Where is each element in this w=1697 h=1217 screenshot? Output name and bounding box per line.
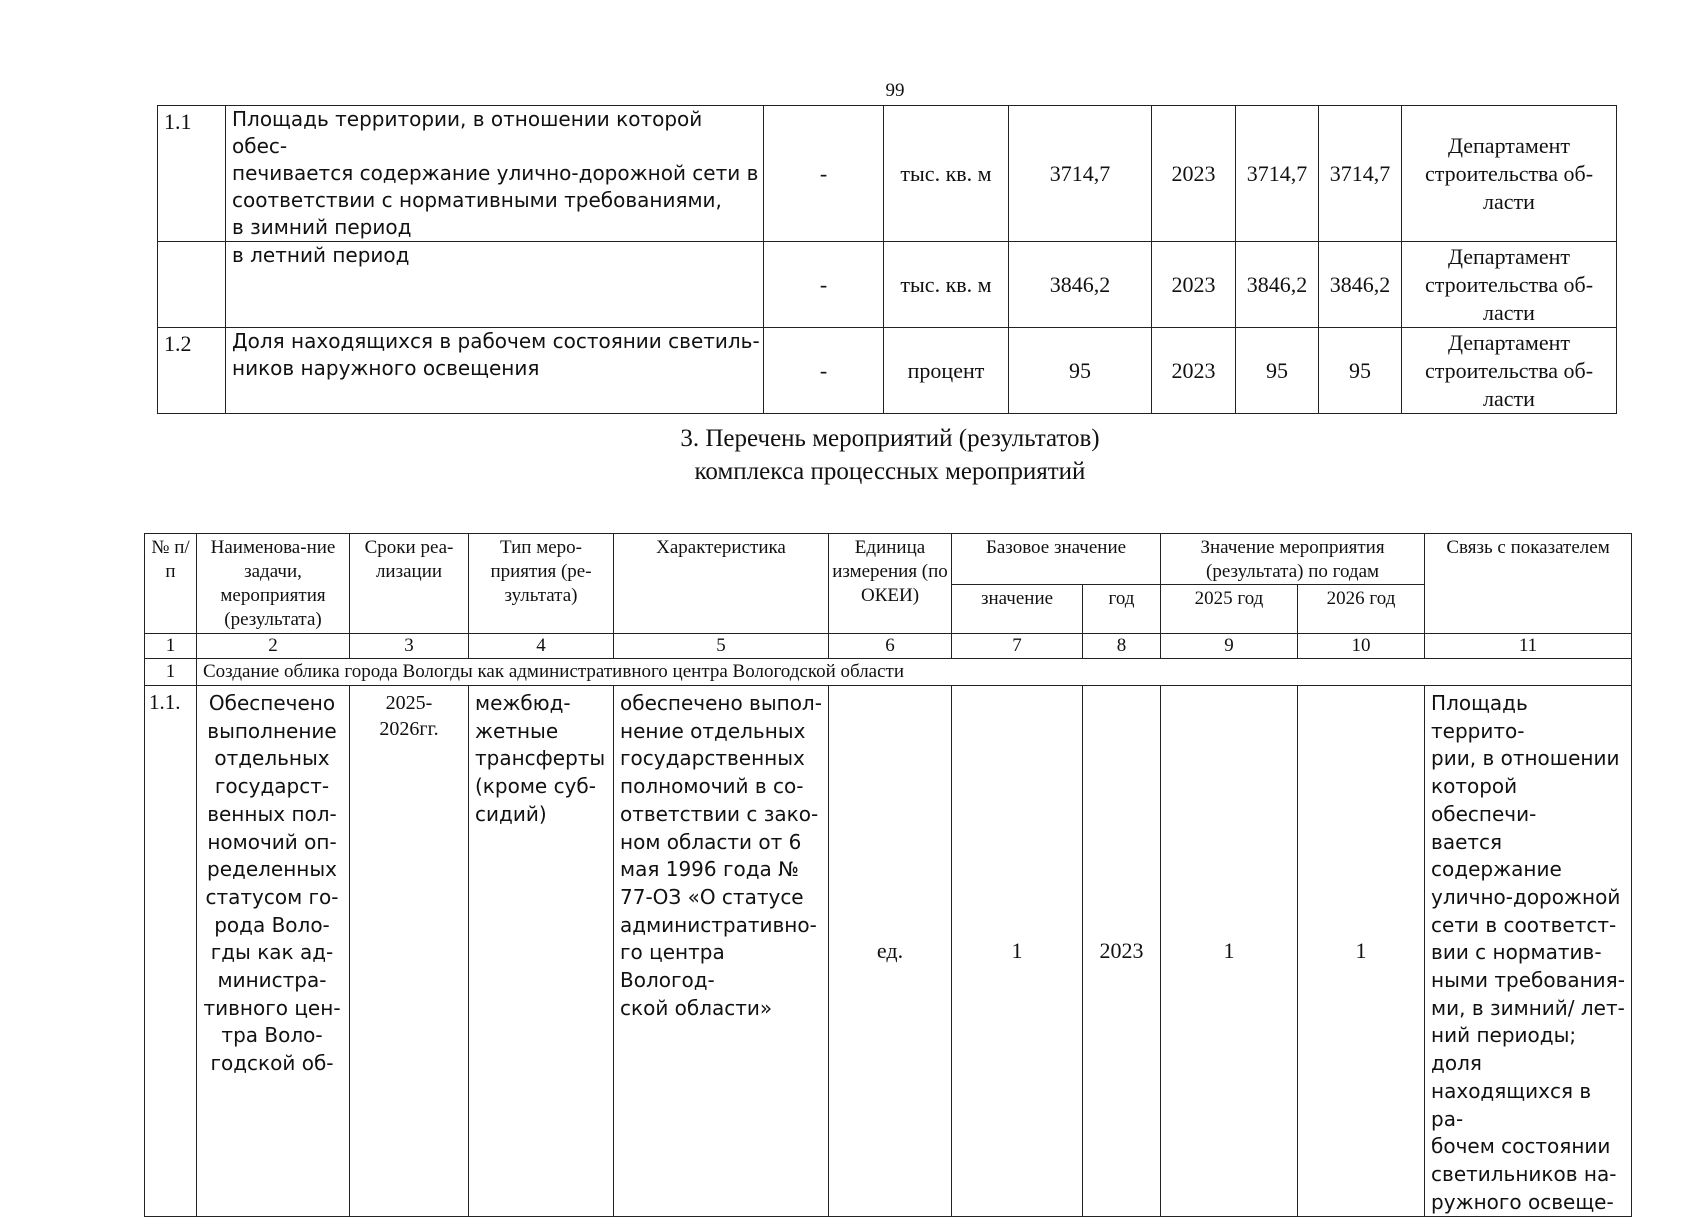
row-number: 1.2 bbox=[158, 328, 226, 414]
table-row bbox=[145, 686, 1632, 1217]
measure-value-2025: 1 bbox=[1161, 686, 1298, 1217]
heading-line-1: 3. Перечень мероприятий (результатов) bbox=[680, 425, 1100, 452]
header-name: Наименова-ние задачи, мероприятия (результата) bbox=[197, 534, 350, 634]
header-type: Тип меро-приятия (ре-зультата) bbox=[469, 534, 614, 634]
page-number: 99 bbox=[885, 80, 905, 101]
column-number: 6 bbox=[829, 634, 952, 659]
column-number: 3 bbox=[350, 634, 469, 659]
dash-cell: - bbox=[764, 328, 884, 414]
indicator-name: Площадь территории, в отношении которой обес- печивается содержание улично-дорожной сети в соответствии с нормативными требованиями, в зимний период bbox=[226, 106, 764, 242]
table-row bbox=[158, 242, 1617, 328]
column-number: 10 bbox=[1298, 634, 1425, 659]
measure-unit: ед. bbox=[829, 686, 952, 1217]
responsible-dept-cell: Департамент строительства об-ласти bbox=[1402, 328, 1617, 414]
header-base-value: значение bbox=[952, 585, 1083, 634]
value-2026-cell: 3714,7 bbox=[1319, 106, 1402, 242]
value-2025-cell: 3714,7 bbox=[1236, 106, 1319, 242]
row-number: 1.1 bbox=[158, 106, 226, 242]
dash-cell: - bbox=[764, 242, 884, 328]
base-year-cell: 2023 bbox=[1152, 242, 1236, 328]
base-value-cell: 3714,7 bbox=[1009, 106, 1152, 242]
measure-value-2026: 1 bbox=[1298, 686, 1425, 1217]
indicators-table bbox=[157, 105, 1617, 414]
section-heading bbox=[540, 422, 1240, 488]
header-2025: 2025 год bbox=[1161, 585, 1298, 634]
base-value-cell: 3846,2 bbox=[1009, 242, 1152, 328]
column-number: 2 bbox=[197, 634, 350, 659]
measure-base-value: 1 bbox=[952, 686, 1083, 1217]
column-number: 1 bbox=[145, 634, 197, 659]
column-number: 4 bbox=[469, 634, 614, 659]
value-2026-cell: 95 bbox=[1319, 328, 1402, 414]
column-number: 7 bbox=[952, 634, 1083, 659]
column-number: 9 bbox=[1161, 634, 1298, 659]
header-value-group: Значение мероприятия (результата) по годам bbox=[1161, 534, 1425, 585]
section-row bbox=[145, 659, 1632, 686]
base-value-cell: 95 bbox=[1009, 328, 1152, 414]
header-row bbox=[145, 534, 1632, 585]
section-title: Создание облика города Вологды как административного центра Вологодской области bbox=[197, 659, 1632, 686]
measure-link: Площадь террито- рии, в отношении которой обеспечи- вается содержание улично-дорожной сети в соответст- вии с норматив- ными требования- ми, в зимний/ лет- ний периоды; доля находящихся в ра- бочем состоянии светильников на- ружного освеще- bbox=[1425, 686, 1632, 1217]
table-row bbox=[158, 328, 1617, 414]
value-2025-cell: 3846,2 bbox=[1236, 242, 1319, 328]
header-characteristic: Характеристика bbox=[614, 534, 829, 634]
section-number: 1 bbox=[145, 659, 197, 686]
indicator-name: Доля находящихся в рабочем состоянии светиль- ников наружного освещения bbox=[226, 328, 764, 414]
column-number: 11 bbox=[1425, 634, 1632, 659]
column-number: 8 bbox=[1083, 634, 1161, 659]
header-num: № п/п bbox=[145, 534, 197, 634]
row-number bbox=[158, 242, 226, 328]
measure-type: межбюд- жетные трансферты (кроме суб- сидий) bbox=[469, 686, 614, 1217]
base-year-cell: 2023 bbox=[1152, 106, 1236, 242]
header-terms: Сроки реа-лизации bbox=[350, 534, 469, 634]
table-row bbox=[158, 106, 1617, 242]
heading-line-2: комплекса процессных мероприятий bbox=[694, 458, 1086, 485]
dash-cell: - bbox=[764, 106, 884, 242]
row-number: 1.1. bbox=[145, 686, 197, 1217]
base-year-cell: 2023 bbox=[1152, 328, 1236, 414]
measure-characteristic: обеспечено выпол- нение отдельных государственных полномочий в со- ответствии с зако- ном области от 6 мая 1996 года № 77-ОЗ «О статусе административно- го центра Вологод- ской области» bbox=[614, 686, 829, 1217]
indicator-name: в летний период bbox=[226, 242, 764, 328]
header-link: Связь с показателем bbox=[1425, 534, 1632, 634]
value-2026-cell: 3846,2 bbox=[1319, 242, 1402, 328]
measure-terms: 2025- 2026гг. bbox=[350, 686, 469, 1217]
measures-table bbox=[144, 533, 1632, 1217]
header-base-year: год bbox=[1083, 585, 1161, 634]
header-unit: Единица измерения (по ОКЕИ) bbox=[829, 534, 952, 634]
value-2025-cell: 95 bbox=[1236, 328, 1319, 414]
header-2026: 2026 год bbox=[1298, 585, 1425, 634]
header-base-group: Базовое значение bbox=[952, 534, 1161, 585]
measure-base-year: 2023 bbox=[1083, 686, 1161, 1217]
measure-name: Обеспечено выполнение отдельных государст- венных пол- номочий оп- ределенных статусом го- рода Воло- гды как ад- министра- тивного цен- тра Воло- годской об- bbox=[197, 686, 350, 1217]
responsible-dept-cell: Департамент строительства об-ласти bbox=[1402, 106, 1617, 242]
unit-cell: тыс. кв. м bbox=[884, 106, 1009, 242]
responsible-dept-cell: Департамент строительства об-ласти bbox=[1402, 242, 1617, 328]
column-numbers-row bbox=[145, 634, 1632, 659]
column-number: 5 bbox=[614, 634, 829, 659]
unit-cell: тыс. кв. м bbox=[884, 242, 1009, 328]
unit-cell: процент bbox=[884, 328, 1009, 414]
